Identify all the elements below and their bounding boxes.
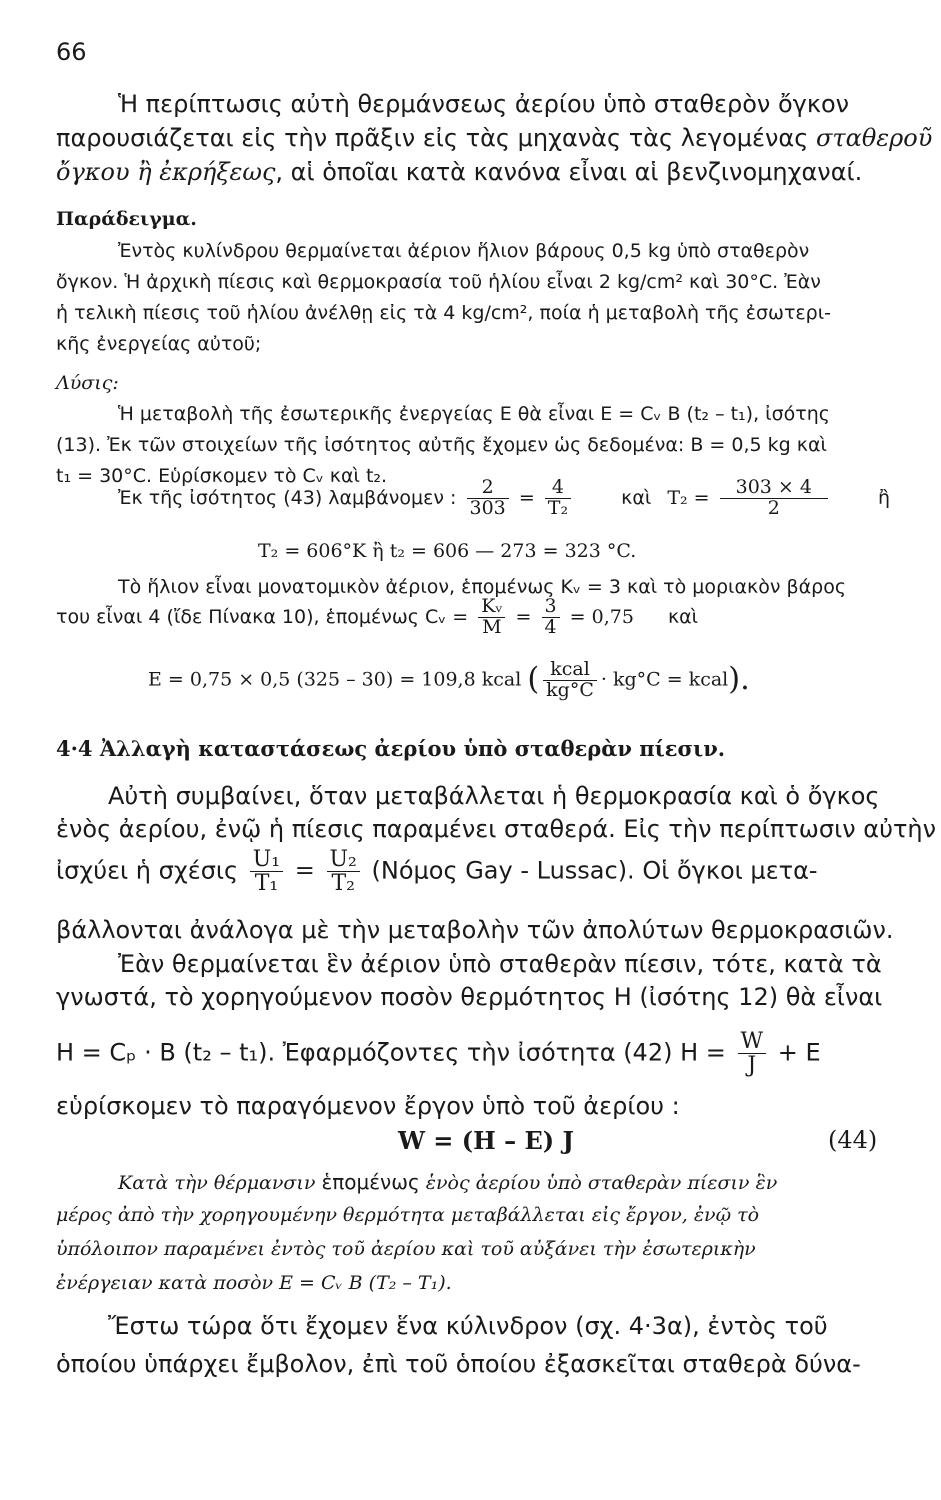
paragraph-line: Ἔστω τώρα ὅτι ἔχομεν ἕνα κύλινδρον (σχ. 4·3α), ἐντὸς τοῦ <box>108 1312 828 1340</box>
equation-number: (44) <box>828 1126 878 1154</box>
solution-line: Ἡ μεταβολὴ τῆς ἐσωτερικῆς ἐνεργείας E θὰ εἶναι E = Cᵥ B (t₂ – t₁), ἰσότης <box>118 403 830 425</box>
solution-line: του εἶναι 4 (ἴδε Πίνακα 10), ἑπομένως Cᵥ = $\frac{\text{Kᵥ}}{M}$ = $\frac{3}{4}$ = 0,75 καὶ <box>56 595 699 638</box>
paragraph-line: H = Cₚ · B (t₂ – t₁). Ἐφαρμόζοντες τὴν ἰσότητα (42) H = $\frac{W}{J}$ + E <box>56 1029 821 1079</box>
paragraph-line: βάλλονται ἀνάλογα μὲ τὴν μεταβολὴν τῶν ἀπολύτων θερμοκρασιῶν. <box>56 916 894 944</box>
paragraph-line: Ἐὰν θερμαίνεται ἓν ἀέριον ὑπὸ σταθερὰν πίεσιν, τότε, κατὰ τὰ <box>118 950 882 978</box>
italic-line: μέρος ἀπὸ τὴν χορηγουμένην θερμότητα μεταβάλλεται εἰς ἔργον, ἐνῷ τὸ <box>56 1204 760 1226</box>
paragraph-line: παρουσιάζεται εἰς τὴν πρᾶξιν εἰς τὰς μηχανὰς τὰς λεγομένας σταθεροῦ <box>56 124 933 152</box>
equation-44: W = (H – E) J <box>398 1126 574 1155</box>
example-line: κῆς ἐνεργείας αὐτοῦ; <box>56 333 262 355</box>
paragraph-line: Ἡ περίπτωσις αὐτὴ θερμάνσεως ἀερίου ὑπὸ σταθερὸν ὄγκον <box>118 90 850 118</box>
section-heading: 4·4 Ἀλλαγὴ καταστάσεως ἀερίου ὑπὸ σταθερὰν πίεσιν. <box>56 736 726 761</box>
solution-line: Τὸ ἥλιον εἶναι μονατομικὸν ἀέριον, ἑπομένως Kᵥ = 3 καὶ τὸ μοριακὸν βάρος <box>118 576 846 598</box>
paragraph-line: ἑνὸς ἀερίου, ἐνῷ ἡ πίεσις παραμένει σταθερά. Εἰς τὴν περίπτωσιν αὐτὴν <box>56 815 937 843</box>
example-line: ὄγκον. Ἡ ἀρχικὴ πίεσις καὶ θερμοκρασία τοῦ ἡλίου εἶναι 2 kg/cm² καὶ 30°C. Ἐὰν <box>56 271 821 293</box>
solution-title: Λύσις: <box>56 372 119 394</box>
example-title: Παράδειγμα. <box>56 208 197 230</box>
example-line: ἡ τελικὴ πίεσις τοῦ ἡλίου ἀνέλθῃ εἰς τὰ 4 kg/cm², ποία ἡ μεταβολὴ τῆς ἐσωτερι- <box>56 302 831 324</box>
paragraph-line: ὄγκου ἢ ἐκρήξεως, αἱ ὁποῖαι κατὰ κανόνα εἶναι αἱ βενζινομηχαναί. <box>56 158 863 186</box>
equation-43: Ἐκ τῆς ἰσότητος (43) λαμβάνομεν : $\frac{2}{303}$ = $\frac{4}{\text{T₂}}$ καὶ T₂ = $\frac{303 \times 4}{2}$ ἢ <box>118 476 891 519</box>
solution-line: t₁ = 30°C. Εὑρίσκομεν τὸ Cᵥ καὶ t₂. <box>56 465 388 487</box>
italic-line: ὑπόλοιπον παραμένει ἐντὸς τοῦ ἀερίου καὶ τοῦ αὐξάνει τὴν ἐσωτερικὴν <box>56 1238 756 1260</box>
paragraph-line: γνωστά, τὸ χορηγούμενον ποσὸν θερμότητος H (ἰσότης 12) θὰ εἶναι <box>56 983 883 1011</box>
italic-line: Κατὰ τὴν θέρμανσιν ἑπομένως ἑνὸς ἀερίου ὑπὸ σταθερὰν πίεσιν ἓν <box>118 1170 778 1194</box>
example-line: Ἐντὸς κυλίνδρου θερμαίνεται ἀέριον ἥλιον βάρους 0,5 kg ὑπὸ σταθερὸν <box>118 240 810 262</box>
equation-line: E = 0,75 × 0,5 (325 – 30) = 109,8 kcal ( $\frac{\text{kcal}}{kg^\circ C}$ · kg°C = kcal). <box>148 658 750 701</box>
page-number: 66 <box>56 38 87 66</box>
paragraph-line: Αὐτὴ συμβαίνει, ὅταν μεταβάλλεται ἡ θερμοκρασία καὶ ὁ ὄγκος <box>108 782 880 810</box>
paragraph-line: ἰσχύει ἡ σχέσις $\frac{\text{U₁}}{\text{T₁}}$ = $\frac{\text{U₂}}{\text{T₂}}$ (Νόμος Gay - Lussac). Οἱ ὄγκοι μετα- <box>56 847 818 897</box>
paragraph-line: ὁποίου ὑπάρχει ἔμβολον, ἐπὶ τοῦ ὁποίου ἐξασκεῖται σταθερὰ δύνα- <box>56 1350 861 1378</box>
paragraph-line: εὑρίσκομεν τὸ παραγόμενον ἔργον ὑπὸ τοῦ ἀερίου : <box>56 1092 680 1120</box>
equation-line: T₂ = 606°K ἢ t₂ = 606 — 273 = 323 °C. <box>258 540 637 562</box>
solution-line: (13). Ἐκ τῶν στοιχείων τῆς ἰσότητος αὐτῆς ἔχομεν ὡς δεδομένα: B = 0,5 kg καὶ <box>56 434 827 456</box>
italic-line: ἐνέργειαν κατὰ ποσὸν E = Cᵥ B (T₂ – T₁). <box>56 1272 452 1294</box>
